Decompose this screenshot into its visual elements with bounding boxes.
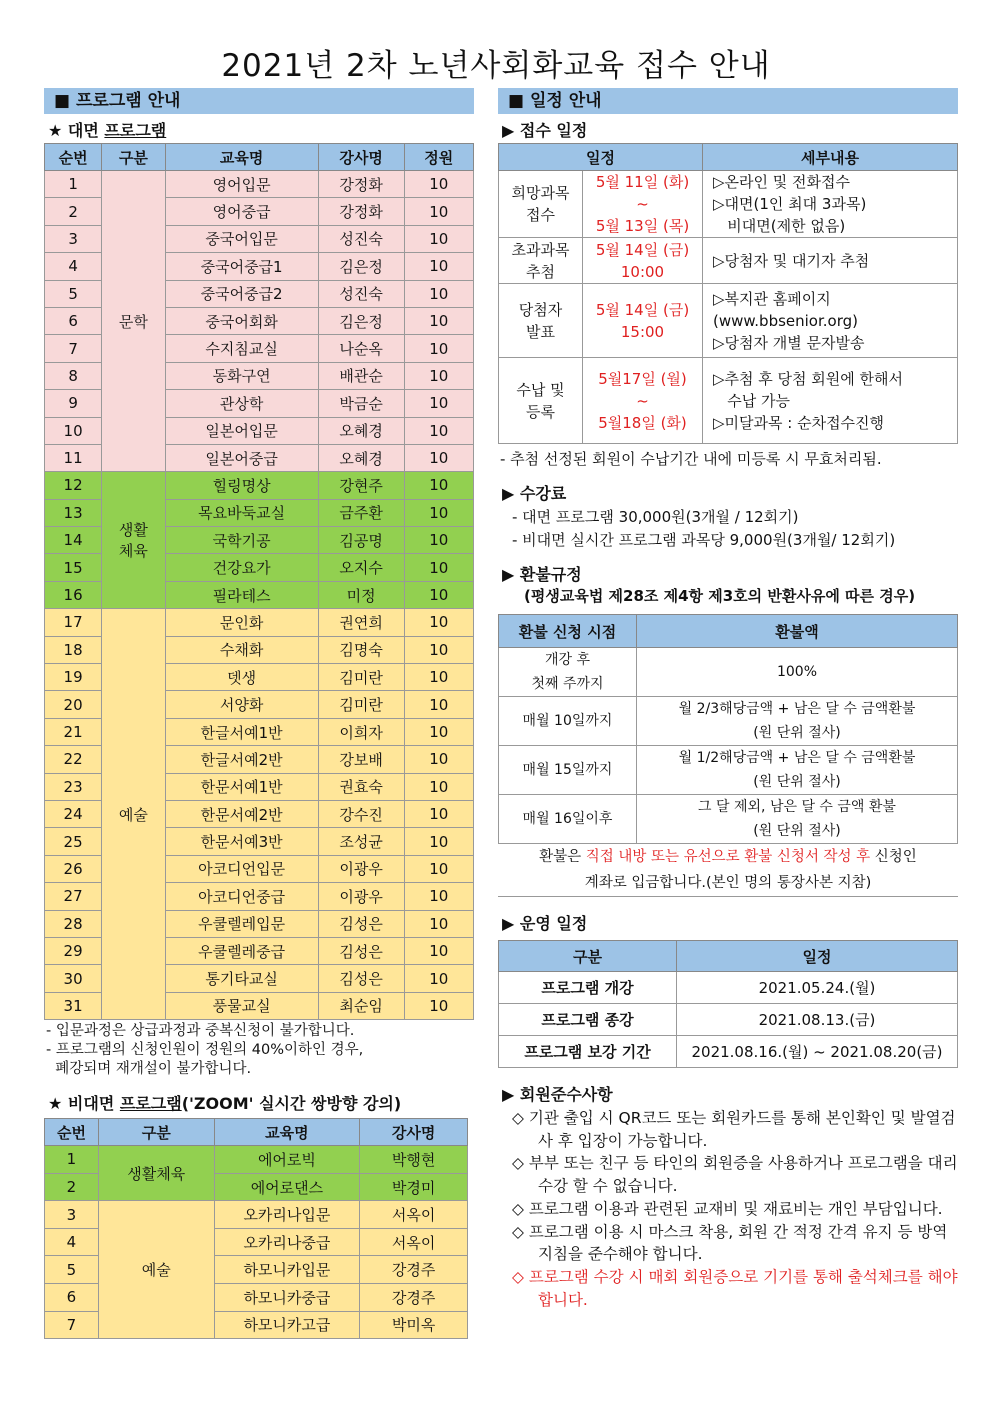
refund-subheading: (평생교육법 제28조 제4항 제3호의 반환사유에 따른 경우) bbox=[524, 587, 916, 605]
online-header-3: 강사명 bbox=[360, 1119, 468, 1146]
course-name: 중국어입문 bbox=[165, 225, 318, 252]
instructor-name: 권연희 bbox=[318, 609, 404, 636]
schedule-row bbox=[499, 358, 958, 444]
online-heading-tail: ('ZOOM' 실시간 쌍방향 강의) bbox=[181, 1094, 402, 1114]
operation-date: 2021.08.13.(금) bbox=[677, 1004, 958, 1036]
course-name: 한글서예1반 bbox=[165, 718, 318, 745]
row-number: 28 bbox=[45, 910, 102, 937]
capacity: 10 bbox=[404, 253, 473, 280]
course-name: 수지침교실 bbox=[165, 335, 318, 362]
capacity: 10 bbox=[404, 965, 473, 992]
row-number: 22 bbox=[45, 746, 102, 773]
rule-item-red: ◇ 프로그램 수강 시 매회 회원증으로 기기를 통해 출석체크를 해야 합니다. bbox=[512, 1267, 958, 1309]
refund-header-time: 환불 신청 시점 bbox=[499, 615, 637, 648]
instructor-name: 서옥이 bbox=[360, 1228, 468, 1256]
row-number: 8 bbox=[45, 362, 102, 389]
schedule-date: 5월17일 (월) ~ 5월18일 (화) bbox=[583, 358, 703, 444]
row-number: 27 bbox=[45, 883, 102, 910]
operation-date: 2021.08.16.(월) ~ 2021.08.20(금) bbox=[677, 1036, 958, 1068]
instructor-name: 김성은 bbox=[318, 965, 404, 992]
course-name: 중국어회화 bbox=[165, 307, 318, 334]
offline-heading-text: ★ 대면 bbox=[48, 121, 105, 140]
row-number: 1 bbox=[45, 171, 102, 198]
offline-heading-underline: 프로그램 bbox=[104, 121, 167, 140]
operation-schedule-table bbox=[498, 940, 958, 1068]
row-number: 4 bbox=[45, 1228, 99, 1256]
schedule-row bbox=[499, 284, 958, 358]
capacity: 10 bbox=[404, 992, 473, 1019]
course-name: 일본어입문 bbox=[165, 417, 318, 444]
table-row bbox=[45, 1201, 468, 1229]
instructor-name: 강경주 bbox=[360, 1256, 468, 1284]
reception-note: - 추첨 선정된 회원이 수납기간 내에 미등록 시 무효처리됨. bbox=[500, 450, 882, 468]
schedule-label: 수납 및 등록 bbox=[499, 358, 583, 444]
refund-note-red: 직접 내방 또는 유선으로 환불 신청서 작성 후 bbox=[585, 849, 871, 865]
sched-header-details: 세부내용 bbox=[703, 144, 958, 171]
instructor-name: 강정화 bbox=[318, 171, 404, 198]
instructor-name: 이광우 bbox=[318, 855, 404, 882]
instructor-name: 강경주 bbox=[360, 1284, 468, 1312]
refund-row bbox=[499, 746, 958, 795]
schedule-row bbox=[499, 238, 958, 284]
capacity: 10 bbox=[404, 417, 473, 444]
program-section-bar: ■ 프로그램 안내 bbox=[44, 88, 474, 114]
capacity: 10 bbox=[404, 664, 473, 691]
offline-program-table bbox=[44, 143, 474, 1020]
instructor-name: 나순옥 bbox=[318, 335, 404, 362]
capacity: 10 bbox=[404, 746, 473, 773]
instructor-name: 김미란 bbox=[318, 664, 404, 691]
capacity: 10 bbox=[404, 773, 473, 800]
row-number: 17 bbox=[45, 609, 102, 636]
course-name: 영어중급 bbox=[165, 198, 318, 225]
operation-category: 프로그램 보강 기간 bbox=[499, 1036, 677, 1068]
schedule-label: 희망과목 접수 bbox=[499, 171, 583, 238]
instructor-name: 김은정 bbox=[318, 307, 404, 334]
op-header-date: 일정 bbox=[677, 941, 958, 972]
capacity: 10 bbox=[404, 554, 473, 581]
category-cell: 예술 bbox=[102, 609, 165, 1020]
course-name: 수채화 bbox=[165, 636, 318, 663]
refund-amount: 월 1/2해당금액 + 남은 달 수 금액환불 (원 단위 절사) bbox=[637, 746, 958, 795]
offline-note-2: - 프로그램의 신청인원이 정원의 40%이하인 경우, bbox=[46, 1042, 364, 1059]
course-name: 뎃생 bbox=[165, 664, 318, 691]
instructor-name: 박금순 bbox=[318, 390, 404, 417]
course-name: 풍물교실 bbox=[165, 992, 318, 1019]
row-number: 18 bbox=[45, 636, 102, 663]
instructor-name: 강현주 bbox=[318, 472, 404, 499]
instructor-name: 이희자 bbox=[318, 718, 404, 745]
capacity: 10 bbox=[404, 335, 473, 362]
course-name: 건강요가 bbox=[165, 554, 318, 581]
course-name: 문인화 bbox=[165, 609, 318, 636]
instructor-name: 박미옥 bbox=[360, 1311, 468, 1339]
offline-header-4: 정원 bbox=[404, 144, 473, 171]
course-name: 오카리나입문 bbox=[214, 1201, 360, 1229]
op-header-category: 구분 bbox=[499, 941, 677, 972]
instructor-name: 김공명 bbox=[318, 527, 404, 554]
course-name: 중국어중급2 bbox=[165, 280, 318, 307]
course-name: 에어로댄스 bbox=[214, 1173, 360, 1201]
capacity: 10 bbox=[404, 910, 473, 937]
refund-amount: 그 달 제외, 남은 달 수 금액 환불 (원 단위 절사) bbox=[637, 795, 958, 844]
capacity: 10 bbox=[404, 828, 473, 855]
operation-row bbox=[499, 1036, 958, 1068]
row-number: 31 bbox=[45, 992, 102, 1019]
rule-item: ◇ 부부 또는 친구 등 타인의 회원증을 사용하거나 프로그램을 대리수강 할 수 없습니다. bbox=[512, 1154, 958, 1196]
refund-amount: 100% bbox=[637, 648, 958, 697]
capacity: 10 bbox=[404, 198, 473, 225]
instructor-name: 강정화 bbox=[318, 198, 404, 225]
refund-heading: ▶ 환불규정 bbox=[502, 565, 582, 584]
category-cell: 생활 체육 bbox=[102, 472, 165, 609]
course-name: 영어입문 bbox=[165, 171, 318, 198]
row-number: 4 bbox=[45, 253, 102, 280]
reception-heading: ▶ 접수 일정 bbox=[502, 121, 588, 140]
course-name: 관상학 bbox=[165, 390, 318, 417]
refund-time: 매월 16일이후 bbox=[499, 795, 637, 844]
row-number: 2 bbox=[45, 1173, 99, 1201]
row-number: 5 bbox=[45, 280, 102, 307]
online-program-table bbox=[44, 1118, 468, 1339]
row-number: 10 bbox=[45, 417, 102, 444]
row-number: 30 bbox=[45, 965, 102, 992]
table-row bbox=[45, 472, 474, 499]
online-heading-text: ★ 비대면 bbox=[48, 1094, 120, 1114]
refund-amount: 월 2/3해당금액 + 남은 달 수 금액환불 (원 단위 절사) bbox=[637, 697, 958, 746]
member-rules bbox=[498, 1107, 958, 1311]
fee-line-1: - 대면 프로그램 30,000원(3개월 / 12회기) bbox=[512, 508, 799, 526]
category-cell: 문학 bbox=[102, 171, 165, 472]
instructor-name: 김명숙 bbox=[318, 636, 404, 663]
instructor-name: 오혜경 bbox=[318, 417, 404, 444]
operation-heading: ▶ 운영 일정 bbox=[502, 914, 588, 933]
online-header-0: 순번 bbox=[45, 1119, 99, 1146]
instructor-name: 미정 bbox=[318, 581, 404, 608]
refund-note-c: 계좌로 입금합니다.(본인 명의 통장사본 지참) bbox=[584, 875, 872, 891]
capacity: 10 bbox=[404, 362, 473, 389]
offline-header-3: 강사명 bbox=[318, 144, 404, 171]
course-name: 필라테스 bbox=[165, 581, 318, 608]
capacity: 10 bbox=[404, 937, 473, 964]
row-number: 7 bbox=[45, 335, 102, 362]
course-name: 아코디언입문 bbox=[165, 855, 318, 882]
offline-header-1: 구분 bbox=[102, 144, 165, 171]
row-number: 9 bbox=[45, 390, 102, 417]
course-name: 통기타교실 bbox=[165, 965, 318, 992]
capacity: 10 bbox=[404, 718, 473, 745]
course-name: 목요바둑교실 bbox=[165, 499, 318, 526]
schedule-date: 5월 14일 (금) 10:00 bbox=[583, 238, 703, 284]
course-name: 한문서예3반 bbox=[165, 828, 318, 855]
online-header-2: 교육명 bbox=[214, 1119, 360, 1146]
schedule-label: 당첨자 발표 bbox=[499, 284, 583, 358]
schedule-details: ▷온라인 및 전화접수 ▷대면(1인 최대 3과목) 비대면(제한 없음) bbox=[703, 171, 958, 238]
instructor-name: 금주환 bbox=[318, 499, 404, 526]
operation-category: 프로그램 개강 bbox=[499, 972, 677, 1004]
refund-header-amount: 환불액 bbox=[637, 615, 958, 648]
row-number: 29 bbox=[45, 937, 102, 964]
refund-time: 개강 후 첫째 주까지 bbox=[499, 648, 637, 697]
row-number: 23 bbox=[45, 773, 102, 800]
course-name: 하모니카입문 bbox=[214, 1256, 360, 1284]
row-number: 11 bbox=[45, 444, 102, 471]
schedule-section-bar: ■ 일정 안내 bbox=[498, 88, 958, 114]
capacity: 10 bbox=[404, 800, 473, 827]
row-number: 1 bbox=[45, 1146, 99, 1174]
rule-item: ◇ 프로그램 이용 시 마스크 착용, 회원 간 적정 간격 유지 등 방역지침을 준수해야 합니다. bbox=[512, 1222, 948, 1264]
rule-item: ◇ 기관 출입 시 QR코드 또는 회원카드를 통해 본인확인 및 발열검사 후 입장이 가능합니다. bbox=[512, 1109, 956, 1150]
refund-note-a: 환불은 bbox=[539, 849, 586, 865]
online-header-1: 구분 bbox=[98, 1119, 214, 1146]
row-number: 5 bbox=[45, 1256, 99, 1284]
instructor-name: 강수진 bbox=[318, 800, 404, 827]
course-name: 국학기공 bbox=[165, 527, 318, 554]
row-number: 15 bbox=[45, 554, 102, 581]
course-name: 서양화 bbox=[165, 691, 318, 718]
refund-note bbox=[498, 844, 958, 897]
instructor-name: 성진숙 bbox=[318, 225, 404, 252]
rule-item: ◇ 프로그램 이용과 관련된 교재비 및 재료비는 개인 부담입니다. bbox=[512, 1199, 943, 1218]
capacity: 10 bbox=[404, 609, 473, 636]
instructor-name: 김미란 bbox=[318, 691, 404, 718]
operation-row bbox=[499, 1004, 958, 1036]
row-number: 21 bbox=[45, 718, 102, 745]
row-number: 16 bbox=[45, 581, 102, 608]
offline-note-3: 폐강되며 재개설이 불가합니다. bbox=[46, 1061, 252, 1078]
rules-heading: ▶ 회원준수사항 bbox=[502, 1085, 613, 1104]
offline-note-1: - 입문과정은 상급과정과 중복신청이 불가합니다. bbox=[46, 1023, 355, 1040]
row-number: 6 bbox=[45, 1284, 99, 1312]
row-number: 20 bbox=[45, 691, 102, 718]
capacity: 10 bbox=[404, 855, 473, 882]
row-number: 19 bbox=[45, 664, 102, 691]
capacity: 10 bbox=[404, 691, 473, 718]
row-number: 6 bbox=[45, 307, 102, 334]
row-number: 3 bbox=[45, 1201, 99, 1229]
capacity: 10 bbox=[404, 499, 473, 526]
course-name: 일본어중급 bbox=[165, 444, 318, 471]
instructor-name: 이광우 bbox=[318, 883, 404, 910]
offline-header-2: 교육명 bbox=[165, 144, 318, 171]
course-name: 힐링명상 bbox=[165, 472, 318, 499]
instructor-name: 오지수 bbox=[318, 554, 404, 581]
course-name: 우쿨렐레입문 bbox=[165, 910, 318, 937]
schedule-details: ▷복지관 홈페이지 (www.bbsenior.org) ▷당첨자 개별 문자발송 bbox=[703, 284, 958, 358]
table-row bbox=[45, 171, 474, 198]
row-number: 7 bbox=[45, 1311, 99, 1339]
page-title: 2021년 2차 노년사회화교육 접수 안내 bbox=[221, 48, 771, 84]
row-number: 26 bbox=[45, 855, 102, 882]
course-name: 아코디언중급 bbox=[165, 883, 318, 910]
offline-header-0: 순번 bbox=[45, 144, 102, 171]
refund-table bbox=[498, 614, 958, 844]
schedule-section bbox=[498, 88, 958, 1311]
online-heading-underline: 프로그램 bbox=[119, 1094, 182, 1114]
refund-note-b: 신청인 bbox=[870, 849, 917, 865]
refund-time: 매월 10일까지 bbox=[499, 697, 637, 746]
table-row bbox=[45, 609, 474, 636]
row-number: 12 bbox=[45, 472, 102, 499]
schedule-details: ▷당첨자 및 대기자 추첨 bbox=[703, 238, 958, 284]
row-number: 2 bbox=[45, 198, 102, 225]
instructor-name: 최순임 bbox=[318, 992, 404, 1019]
category-cell: 생활체육 bbox=[98, 1146, 214, 1201]
course-name: 하모니카고급 bbox=[214, 1311, 360, 1339]
course-name: 한글서예2반 bbox=[165, 746, 318, 773]
schedule-label: 초과과목 추첨 bbox=[499, 238, 583, 284]
course-name: 한문서예1반 bbox=[165, 773, 318, 800]
offline-heading bbox=[48, 118, 474, 141]
schedule-row bbox=[499, 171, 958, 238]
course-name: 우쿨렐레중급 bbox=[165, 937, 318, 964]
course-name: 동화구연 bbox=[165, 362, 318, 389]
operation-category: 프로그램 종강 bbox=[499, 1004, 677, 1036]
row-number: 3 bbox=[45, 225, 102, 252]
operation-row bbox=[499, 972, 958, 1004]
fee-heading: ▶ 수강료 bbox=[502, 484, 567, 503]
fee-line-2: - 비대면 실시간 프로그램 과목당 9,000원(3개월/ 12회기) bbox=[512, 531, 896, 549]
instructor-name: 권효숙 bbox=[318, 773, 404, 800]
instructor-name: 박경미 bbox=[360, 1173, 468, 1201]
capacity: 10 bbox=[404, 527, 473, 554]
operation-date: 2021.05.24.(월) bbox=[677, 972, 958, 1004]
capacity: 10 bbox=[404, 883, 473, 910]
capacity: 10 bbox=[404, 225, 473, 252]
capacity: 10 bbox=[404, 581, 473, 608]
instructor-name: 김은정 bbox=[318, 253, 404, 280]
program-section bbox=[44, 88, 474, 1339]
course-name: 오카리나중급 bbox=[214, 1228, 360, 1256]
instructor-name: 서옥이 bbox=[360, 1201, 468, 1229]
row-number: 13 bbox=[45, 499, 102, 526]
course-name: 한문서예2반 bbox=[165, 800, 318, 827]
course-name: 하모니카중급 bbox=[214, 1284, 360, 1312]
row-number: 14 bbox=[45, 527, 102, 554]
instructor-name: 성진숙 bbox=[318, 280, 404, 307]
capacity: 10 bbox=[404, 636, 473, 663]
course-name: 중국어중급1 bbox=[165, 253, 318, 280]
reception-schedule-table bbox=[498, 143, 958, 444]
capacity: 10 bbox=[404, 390, 473, 417]
capacity: 10 bbox=[404, 307, 473, 334]
capacity: 10 bbox=[404, 280, 473, 307]
schedule-date: 5월 14일 (금) 15:00 bbox=[583, 284, 703, 358]
sched-header-date: 일정 bbox=[499, 144, 703, 171]
refund-row bbox=[499, 795, 958, 844]
instructor-name: 조성균 bbox=[318, 828, 404, 855]
table-row bbox=[45, 1146, 468, 1174]
capacity: 10 bbox=[404, 444, 473, 471]
refund-time: 매월 15일까지 bbox=[499, 746, 637, 795]
course-name: 에어로빅 bbox=[214, 1146, 360, 1174]
row-number: 24 bbox=[45, 800, 102, 827]
capacity: 10 bbox=[404, 171, 473, 198]
instructor-name: 강보배 bbox=[318, 746, 404, 773]
instructor-name: 배관순 bbox=[318, 362, 404, 389]
capacity: 10 bbox=[404, 472, 473, 499]
schedule-details: ▷추첨 후 당첨 회원에 한해서 수납 가능 ▷미달과목 : 순차접수진행 bbox=[703, 358, 958, 444]
schedule-date: 5월 11일 (화) ~ 5월 13일 (목) bbox=[583, 171, 703, 238]
category-cell: 예술 bbox=[98, 1201, 214, 1339]
row-number: 25 bbox=[45, 828, 102, 855]
refund-row bbox=[499, 697, 958, 746]
refund-row bbox=[499, 648, 958, 697]
instructor-name: 김성은 bbox=[318, 910, 404, 937]
online-heading bbox=[48, 1091, 474, 1114]
instructor-name: 김성은 bbox=[318, 937, 404, 964]
instructor-name: 오혜경 bbox=[318, 444, 404, 471]
instructor-name: 박행현 bbox=[360, 1146, 468, 1174]
